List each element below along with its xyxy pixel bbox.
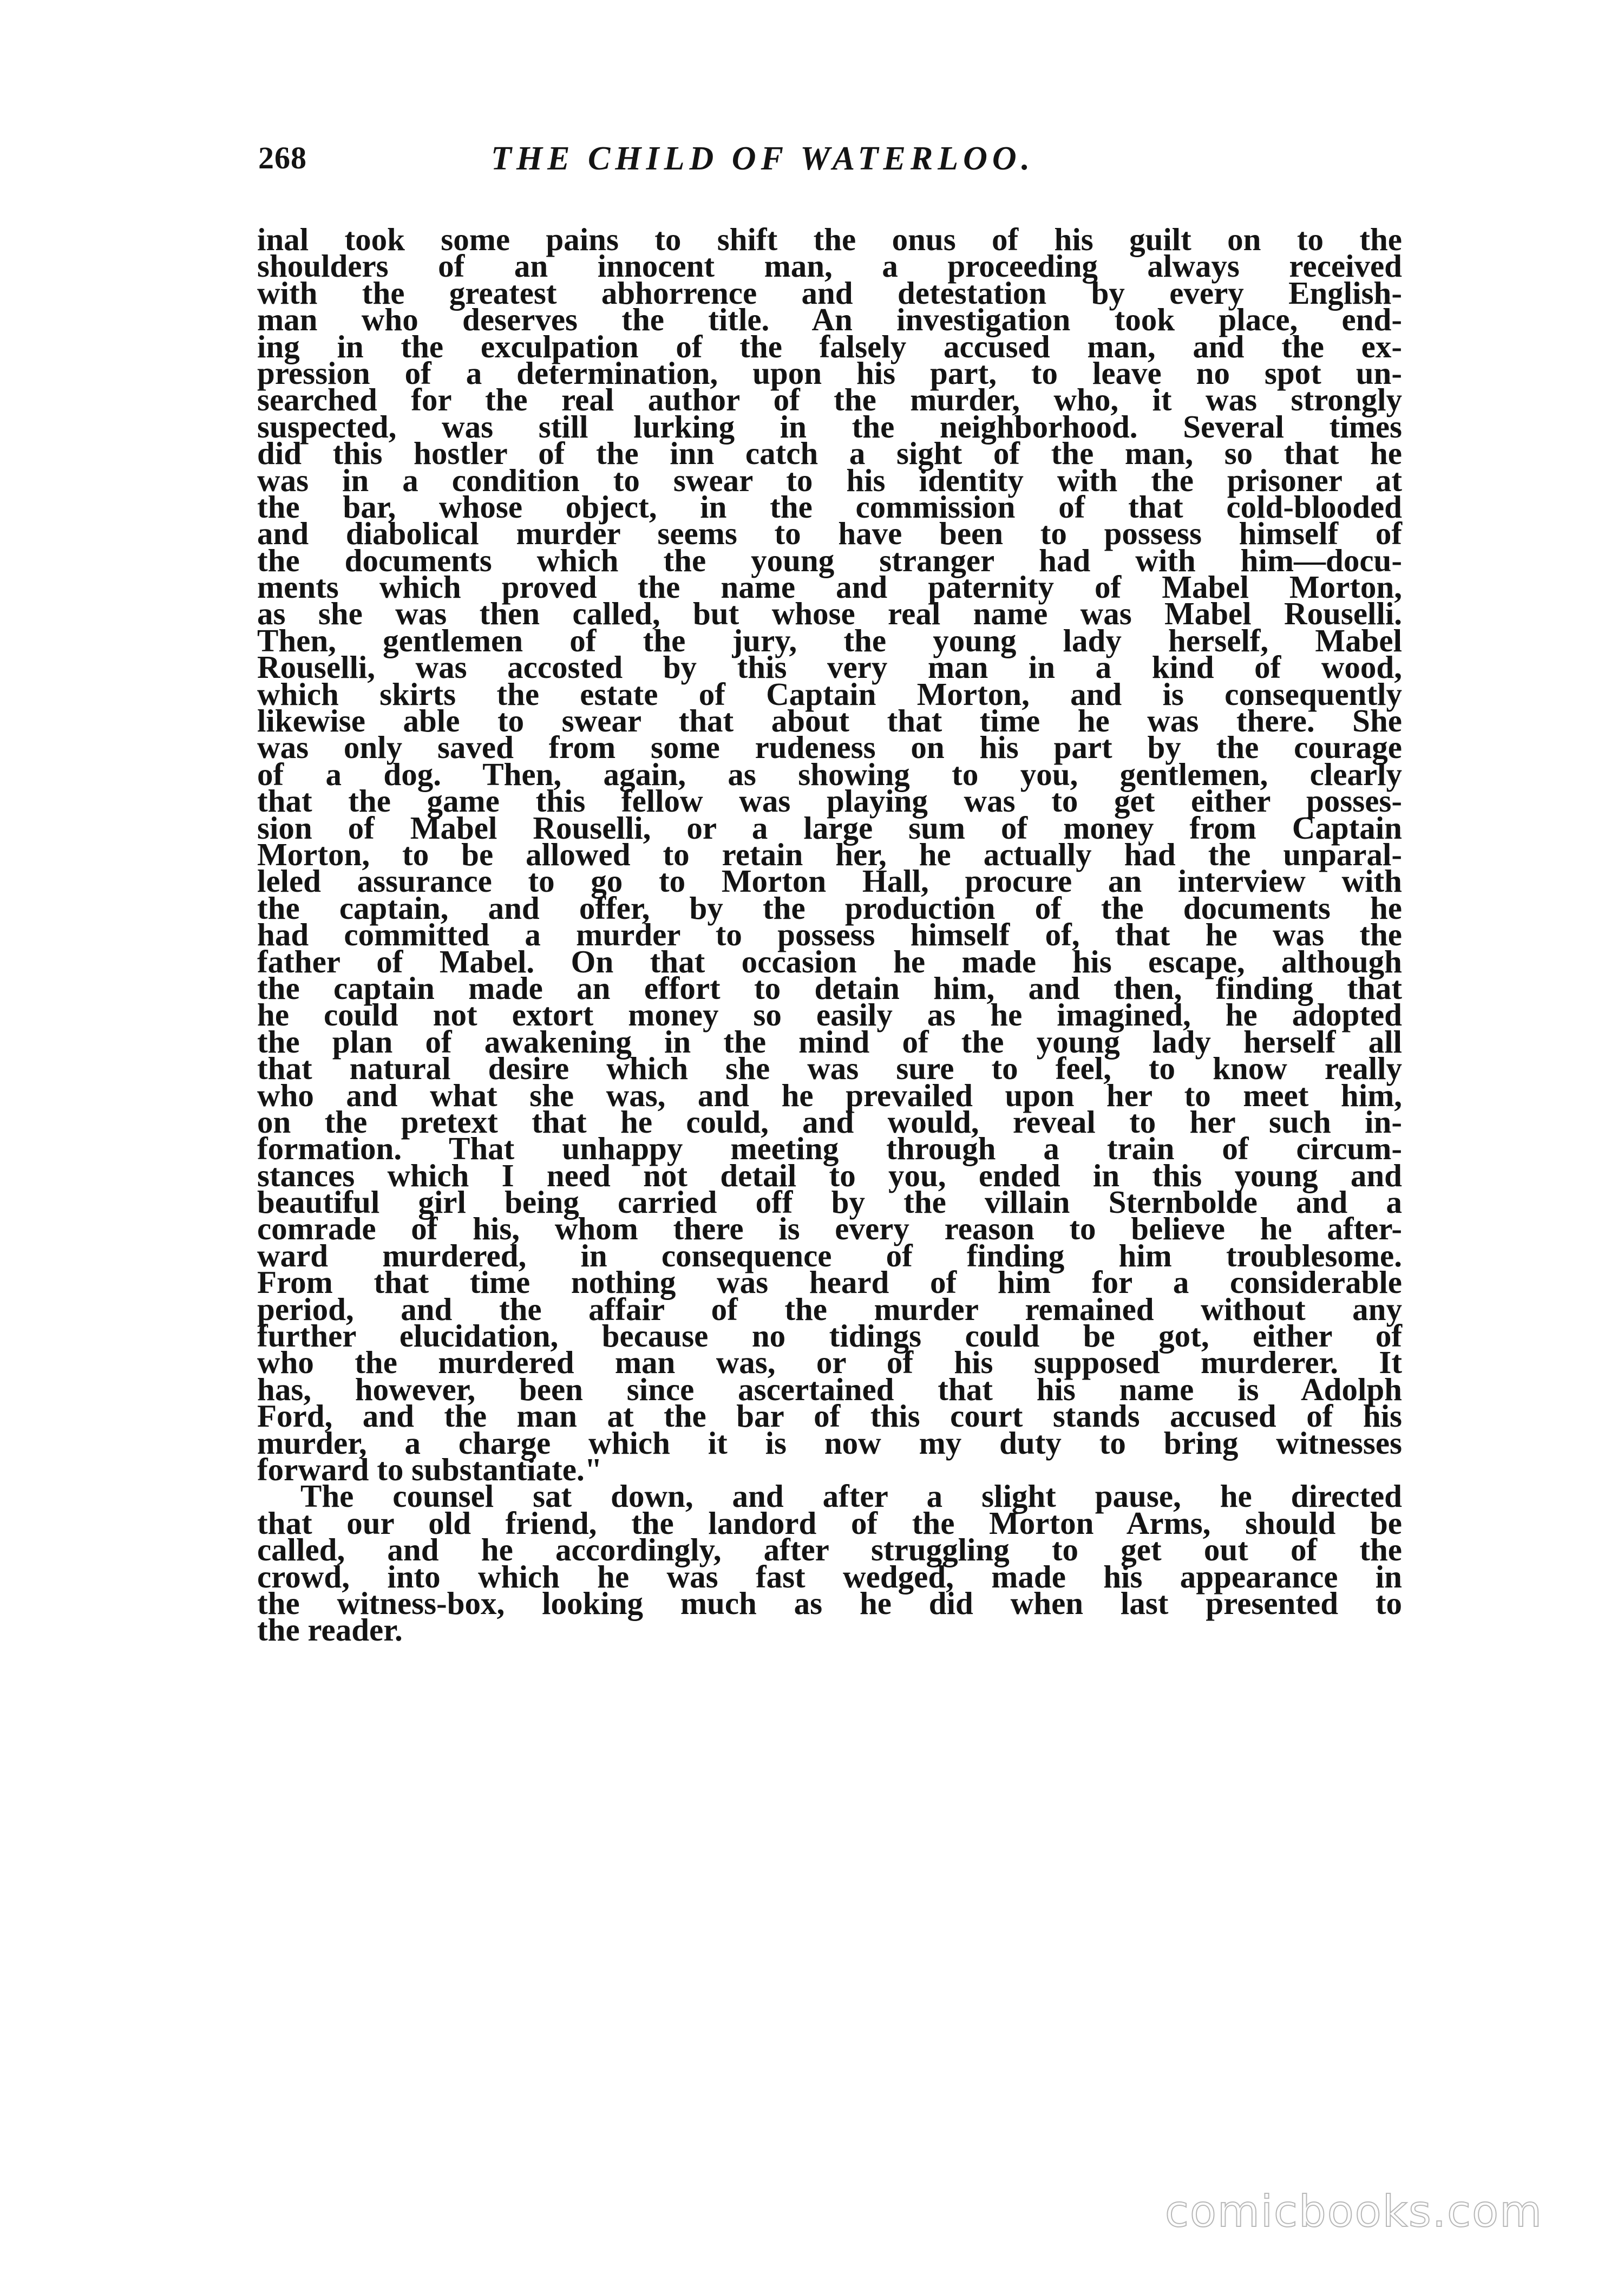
text-line: of a dog. Then, again, as showing to you, gentlemen, clearly: [257, 756, 1402, 792]
page-number: 268: [258, 140, 307, 175]
text-line: pression of a determination, upon his part, to leave no spot un-: [257, 355, 1402, 391]
text-line: on the pretext that he could, and would, reveal to her such in-: [257, 1103, 1402, 1140]
text-line: formation. That unhappy meeting through a train of circum-: [257, 1131, 1402, 1167]
text-line: Ford, and the man at the bar of this court stands accused of his: [257, 1398, 1402, 1434]
text-line: forward to substantiate.": [257, 1451, 603, 1487]
text-line: From that time nothing was heard of him for a considerable: [257, 1264, 1402, 1301]
text-line: Morton, to be allowed to retain her, he actually had the unparal-: [257, 836, 1402, 872]
text-line: has, however, been since ascertained that his name is Adolph: [257, 1371, 1402, 1407]
text-line: with the greatest abhorrence and detestation by every English-: [257, 275, 1402, 311]
text-line: that our old friend, the landord of the Morton Arms, should be: [257, 1505, 1402, 1541]
text-line: the documents which the young stranger had with him—docu-: [257, 542, 1402, 578]
text-line: the witness-box, looking much as he did when last presented to: [257, 1585, 1402, 1621]
text-line: period, and the affair of the murder remained without any: [257, 1291, 1402, 1327]
text-line: had committed a murder to possess himself of, that he was the: [257, 917, 1402, 953]
text-line: as she was then called, but whose real name was Mabel Rouselli.: [257, 596, 1402, 632]
text-line: shoulders of an innocent man, a proceeding always received: [257, 248, 1402, 284]
text-line: ward murdered, in consequence of finding him troublesome.: [257, 1237, 1402, 1273]
text-line: searched for the real author of the murder, who, it was strongly: [257, 382, 1402, 418]
text-line: crowd, into which he was fast wedged, made his appearance in: [257, 1558, 1402, 1595]
body-text: [257, 221, 1402, 1648]
text-line: the reader.: [257, 1612, 403, 1648]
text-line: likewise able to swear that about that time he was there. She: [257, 703, 1402, 739]
text-line: father of Mabel. On that occasion he made his escape, although: [257, 943, 1402, 979]
text-line: further elucidation, because no tidings could be got, either of: [257, 1318, 1402, 1354]
text-line: called, and he accordingly, after struggling to get out of the: [257, 1532, 1402, 1568]
text-line: suspected, was still lurking in the neighborhood. Several times: [257, 408, 1402, 445]
page-header: [258, 140, 1403, 199]
text-line: murder, a charge which it is now my duty to bring witnesses: [257, 1424, 1402, 1461]
text-line: The counsel sat down, and after a slight pause, he directed: [300, 1478, 1402, 1514]
text-line: Then, gentlemen of the jury, the young lady herself, Mabel: [257, 622, 1402, 658]
text-line: who and what she was, and he prevailed upon her to meet him,: [257, 1077, 1402, 1113]
text-line: ments which proved the name and paternity of Mabel Morton,: [257, 569, 1402, 605]
text-line: he could not extort money so easily as he imagined, he adopted: [257, 997, 1402, 1033]
text-line: sion of Mabel Rouselli, or a large sum of money from Captain: [257, 809, 1402, 846]
text-line: comrade of his, whom there is every reason to believe he after-: [257, 1211, 1402, 1247]
text-line: leled assurance to go to Morton Hall, procure an interview with: [257, 863, 1402, 899]
text-line: the captain, and offer, by the production of the documents he: [257, 890, 1402, 926]
text-line: and diabolical murder seems to have been to possess himself of: [257, 515, 1402, 552]
text-line: who the murdered man was, or of his supposed murderer. It: [257, 1344, 1402, 1381]
text-line: ing in the exculpation of the falsely accused man, and the ex-: [257, 328, 1402, 364]
text-line: that the game this fellow was playing was to get either posses-: [257, 783, 1402, 819]
text-line: man who deserves the title. An investigation took place, end-: [257, 302, 1402, 338]
text-line: inal took some pains to shift the onus of his guilt on to the: [257, 221, 1402, 257]
text-line: that natural desire which she was sure to feel, to know really: [257, 1050, 1402, 1087]
running-title: THE CHILD OF WATERLOO.: [491, 140, 1035, 177]
text-line: was only saved from some rudeness on his part by the courage: [257, 729, 1402, 766]
text-line: the plan of awakening in the mind of the young lady herself all: [257, 1023, 1402, 1060]
text-line: was in a condition to swear to his identity with the prisoner at: [257, 462, 1402, 498]
watermark: comicbooks.com: [1164, 2186, 1543, 2237]
text-line: beautiful girl being carried off by the villain Sternbolde and a: [257, 1184, 1402, 1220]
text-line: the captain made an effort to detain him, and then, finding that: [257, 970, 1402, 1006]
text-line: Rouselli, was accosted by this very man in a kind of wood,: [257, 649, 1402, 685]
text-line: which skirts the estate of Captain Morton, and is consequently: [257, 676, 1402, 712]
text-line: the bar, whose object, in the commission of that cold-blooded: [257, 488, 1402, 525]
text-line: stances which I need not detail to you, ended in this young and: [257, 1157, 1402, 1193]
text-line: did this hostler of the inn catch a sight of the man, so that he: [257, 435, 1402, 472]
